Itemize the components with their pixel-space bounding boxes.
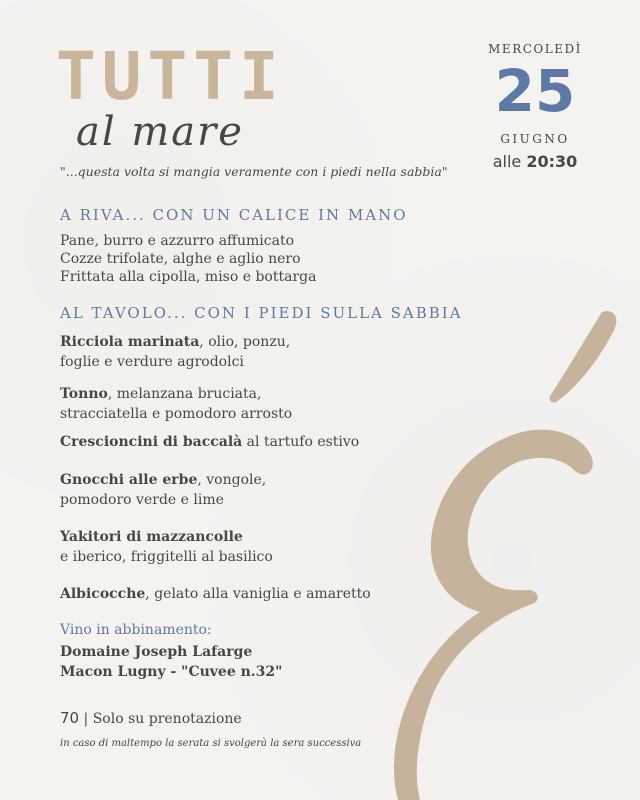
- list-item: Cozze trifolate, alghe e aglio nero: [60, 251, 301, 267]
- dish-desc: , olio, ponzu,: [199, 334, 291, 350]
- weather-note: in caso di maltempo la serata si svolgerà la sera successiva: [60, 738, 362, 749]
- wine-pairing-title: Vino in abbinamento:: [60, 622, 212, 638]
- dish-desc-line2: pomodoro verde e lime: [60, 492, 224, 508]
- dish-item: [60, 470, 266, 510]
- dish-desc: al tartufo estivo: [242, 434, 360, 450]
- dish-name: Albicocche: [60, 586, 146, 602]
- dish-desc: , gelato alla vaniglia e amaretto: [145, 586, 371, 602]
- wine-pairing: [60, 642, 282, 682]
- time-prefix: alle: [492, 152, 522, 171]
- dish-name: Ricciola marinata: [60, 334, 200, 350]
- date-weekday: MERCOLEDÌ: [488, 42, 582, 56]
- dish-desc-line2: e iberico, friggitelli al basilico: [60, 549, 273, 565]
- dish-item: [60, 332, 290, 372]
- dish-desc-line2: foglie e verdure agrodolci: [60, 354, 244, 370]
- section-tavolo-title: AL TAVOLO... CON I PIEDI SULLA SABBIA: [60, 304, 463, 322]
- price-value: 70: [60, 709, 80, 727]
- dish-item: [60, 432, 359, 452]
- list-item: Pane, burro e azzurro affumicato: [60, 233, 295, 249]
- dish-item: [60, 384, 292, 424]
- dish-name: Yakitori di mazzancolle: [60, 529, 243, 545]
- dish-name: Crescioncini di baccalà: [60, 434, 243, 450]
- dish-name: Tonno: [60, 386, 108, 402]
- date-day: 25: [494, 57, 576, 125]
- wine-producer: Domaine Joseph Lafarge: [60, 644, 253, 660]
- dish-name: Gnocchi alle erbe: [60, 472, 198, 488]
- dish-item: [60, 584, 371, 604]
- dish-desc: , vongole,: [197, 472, 267, 488]
- event-title: TUTTI: [56, 38, 285, 115]
- list-item: Frittata alla cipolla, miso e bottarga: [60, 269, 317, 285]
- time-value: 20:30: [526, 152, 578, 171]
- dish-desc-line2: stracciatella e pomodoro arrosto: [60, 406, 293, 422]
- event-tagline: "...questa volta si mangia veramente con i piedi nella sabbia": [60, 164, 448, 179]
- dish-desc: , melanzana bruciata,: [107, 386, 262, 402]
- section-aperitivo-title: A RIVA... CON UN CALICE IN MANO: [60, 206, 408, 224]
- event-subtitle: al mare: [76, 109, 244, 155]
- date-block: [480, 42, 590, 171]
- dish-item: [60, 527, 273, 567]
- price-row: [60, 709, 242, 727]
- date-month: GIUGNO: [500, 132, 570, 146]
- price-separator: |: [83, 711, 89, 727]
- wine-name: Macon Lugny - "Cuvee n.32": [60, 664, 283, 680]
- reservation-note: Solo su prenotazione: [92, 711, 242, 727]
- aperitivo-list: [60, 232, 316, 286]
- calligraphic-e-accent-icon: [370, 300, 640, 800]
- event-time: [480, 152, 590, 171]
